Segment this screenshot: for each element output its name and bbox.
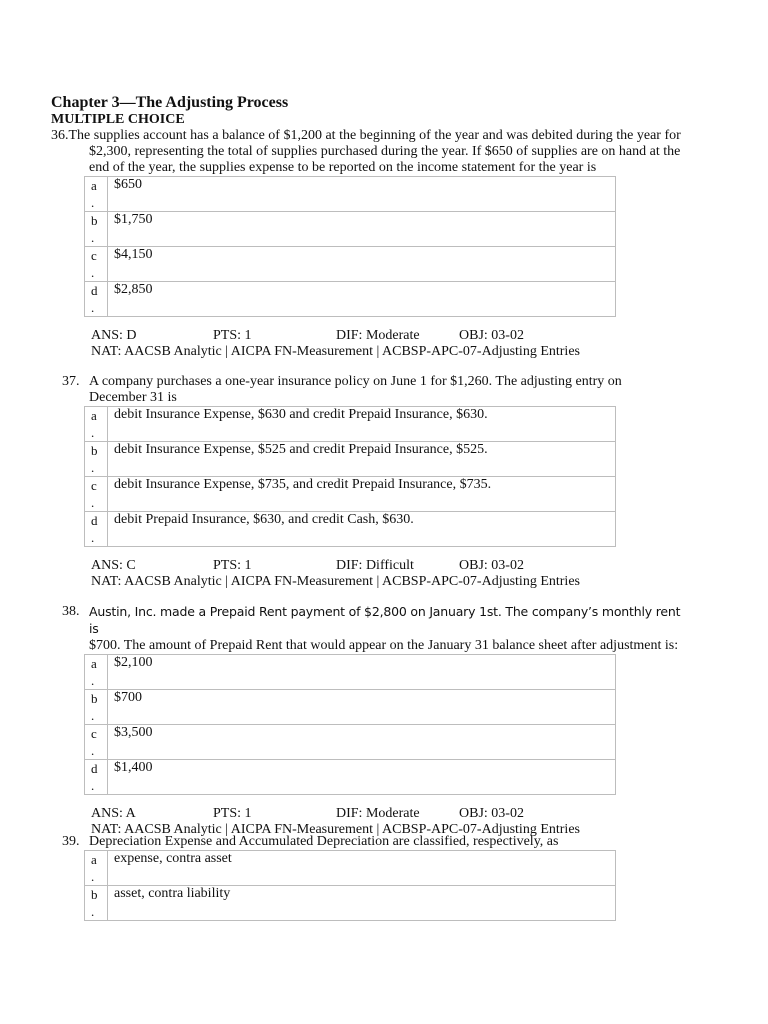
difficulty-label: DIF: Moderate [336, 328, 420, 343]
question-number: 37. [62, 374, 80, 389]
choice-row[interactable] [85, 477, 616, 512]
choice-row[interactable] [85, 851, 616, 886]
choice-row[interactable] [85, 655, 616, 690]
choice-row[interactable] [85, 690, 616, 725]
choice-row[interactable] [85, 442, 616, 477]
choice-letter: d . [85, 282, 108, 317]
chapter-title: Chapter 3—The Adjusting Process [51, 94, 289, 111]
answer-meta [91, 558, 768, 590]
choice-row[interactable] [85, 407, 616, 442]
choice-row[interactable] [85, 760, 616, 795]
choice-text: $2,100 [108, 655, 616, 690]
question-36 [0, 128, 768, 360]
choice-text: debit Insurance Expense, $525 and credit Prepaid Insurance, $525. [108, 442, 616, 477]
section-heading: MULTIPLE CHOICE [51, 112, 185, 127]
choice-text: $700 [108, 690, 616, 725]
choice-letter: c . [85, 247, 108, 282]
choice-letter: b . [85, 690, 108, 725]
choice-letter: a . [85, 851, 108, 886]
nat-label: NAT: AACSB Analytic | AICPA FN-Measurement | ACBSP-APC-07-Adjusting Entries [91, 344, 580, 359]
choices-table [84, 406, 616, 547]
answer-label: ANS: D [91, 328, 137, 343]
question-number: 38. [62, 604, 80, 619]
choice-text: $4,150 [108, 247, 616, 282]
points-label: PTS: 1 [213, 806, 252, 821]
choice-row[interactable] [85, 282, 616, 317]
question-39 [0, 834, 768, 921]
question-number: 36. [51, 128, 69, 143]
question-text: 36.The supplies account has a balance of $1,200 at the beginning of the year and was debited during the year for $2,300, representing the total of supplies purchased during the year. If $650 of supplies are on hand at the end of the year, the supplies expense to be reported on the income statement for the year is [51, 128, 681, 175]
points-label: PTS: 1 [213, 558, 252, 573]
choice-text: expense, contra asset [108, 851, 616, 886]
choice-letter: d . [85, 512, 108, 547]
choice-letter: c . [85, 477, 108, 512]
choice-text: asset, contra liability [108, 886, 616, 921]
choice-row[interactable] [85, 512, 616, 547]
choice-letter: b . [85, 212, 108, 247]
choice-letter: b . [85, 442, 108, 477]
answer-label: ANS: C [91, 558, 136, 573]
answer-meta [91, 328, 768, 360]
choice-row[interactable] [85, 177, 616, 212]
choice-row[interactable] [85, 886, 616, 921]
choice-text: $650 [108, 177, 616, 212]
choice-letter: a . [85, 407, 108, 442]
points-label: PTS: 1 [213, 328, 252, 343]
nat-label: NAT: AACSB Analytic | AICPA FN-Measurement | ACBSP-APC-07-Adjusting Entries [91, 822, 580, 837]
choice-text: debit Insurance Expense, $735, and credit Prepaid Insurance, $735. [108, 477, 616, 512]
question-text: 38. Austin, Inc. made a Prepaid Rent payment of $2,800 on January 1st. The company’s monthly rent is $700. The amount of Prepaid Rent that would appear on the January 31 balance sheet after adjustment is: [62, 604, 681, 653]
question-text: 39. Depreciation Expense and Accumulated Depreciation are classified, respectively, as [62, 834, 559, 849]
choice-letter: c . [85, 725, 108, 760]
choices-table [84, 850, 616, 921]
difficulty-label: DIF: Difficult [336, 558, 414, 573]
choice-text: $2,850 [108, 282, 616, 317]
objective-label: OBJ: 03-02 [459, 806, 524, 821]
choice-text: $1,400 [108, 760, 616, 795]
question-number: 39. [62, 834, 80, 849]
choice-text: $3,500 [108, 725, 616, 760]
choices-table [84, 176, 616, 317]
choice-letter: b . [85, 886, 108, 921]
choices-table [84, 654, 616, 795]
choice-text: $1,750 [108, 212, 616, 247]
answer-label: ANS: A [91, 806, 136, 821]
question-38 [0, 604, 768, 838]
nat-label: NAT: AACSB Analytic | AICPA FN-Measurement | ACBSP-APC-07-Adjusting Entries [91, 574, 580, 589]
choice-row[interactable] [85, 212, 616, 247]
choice-letter: a . [85, 655, 108, 690]
objective-label: OBJ: 03-02 [459, 328, 524, 343]
choice-letter: d . [85, 760, 108, 795]
choice-row[interactable] [85, 725, 616, 760]
choice-text: debit Prepaid Insurance, $630, and credit Cash, $630. [108, 512, 616, 547]
choice-text: debit Insurance Expense, $630 and credit Prepaid Insurance, $630. [108, 407, 616, 442]
difficulty-label: DIF: Moderate [336, 806, 420, 821]
choice-row[interactable] [85, 247, 616, 282]
choice-letter: a . [85, 177, 108, 212]
question-text: 37. A company purchases a one-year insurance policy on June 1 for $1,260. The adjusting entry on December 31 is [62, 374, 622, 405]
question-37 [0, 374, 768, 590]
objective-label: OBJ: 03-02 [459, 558, 524, 573]
